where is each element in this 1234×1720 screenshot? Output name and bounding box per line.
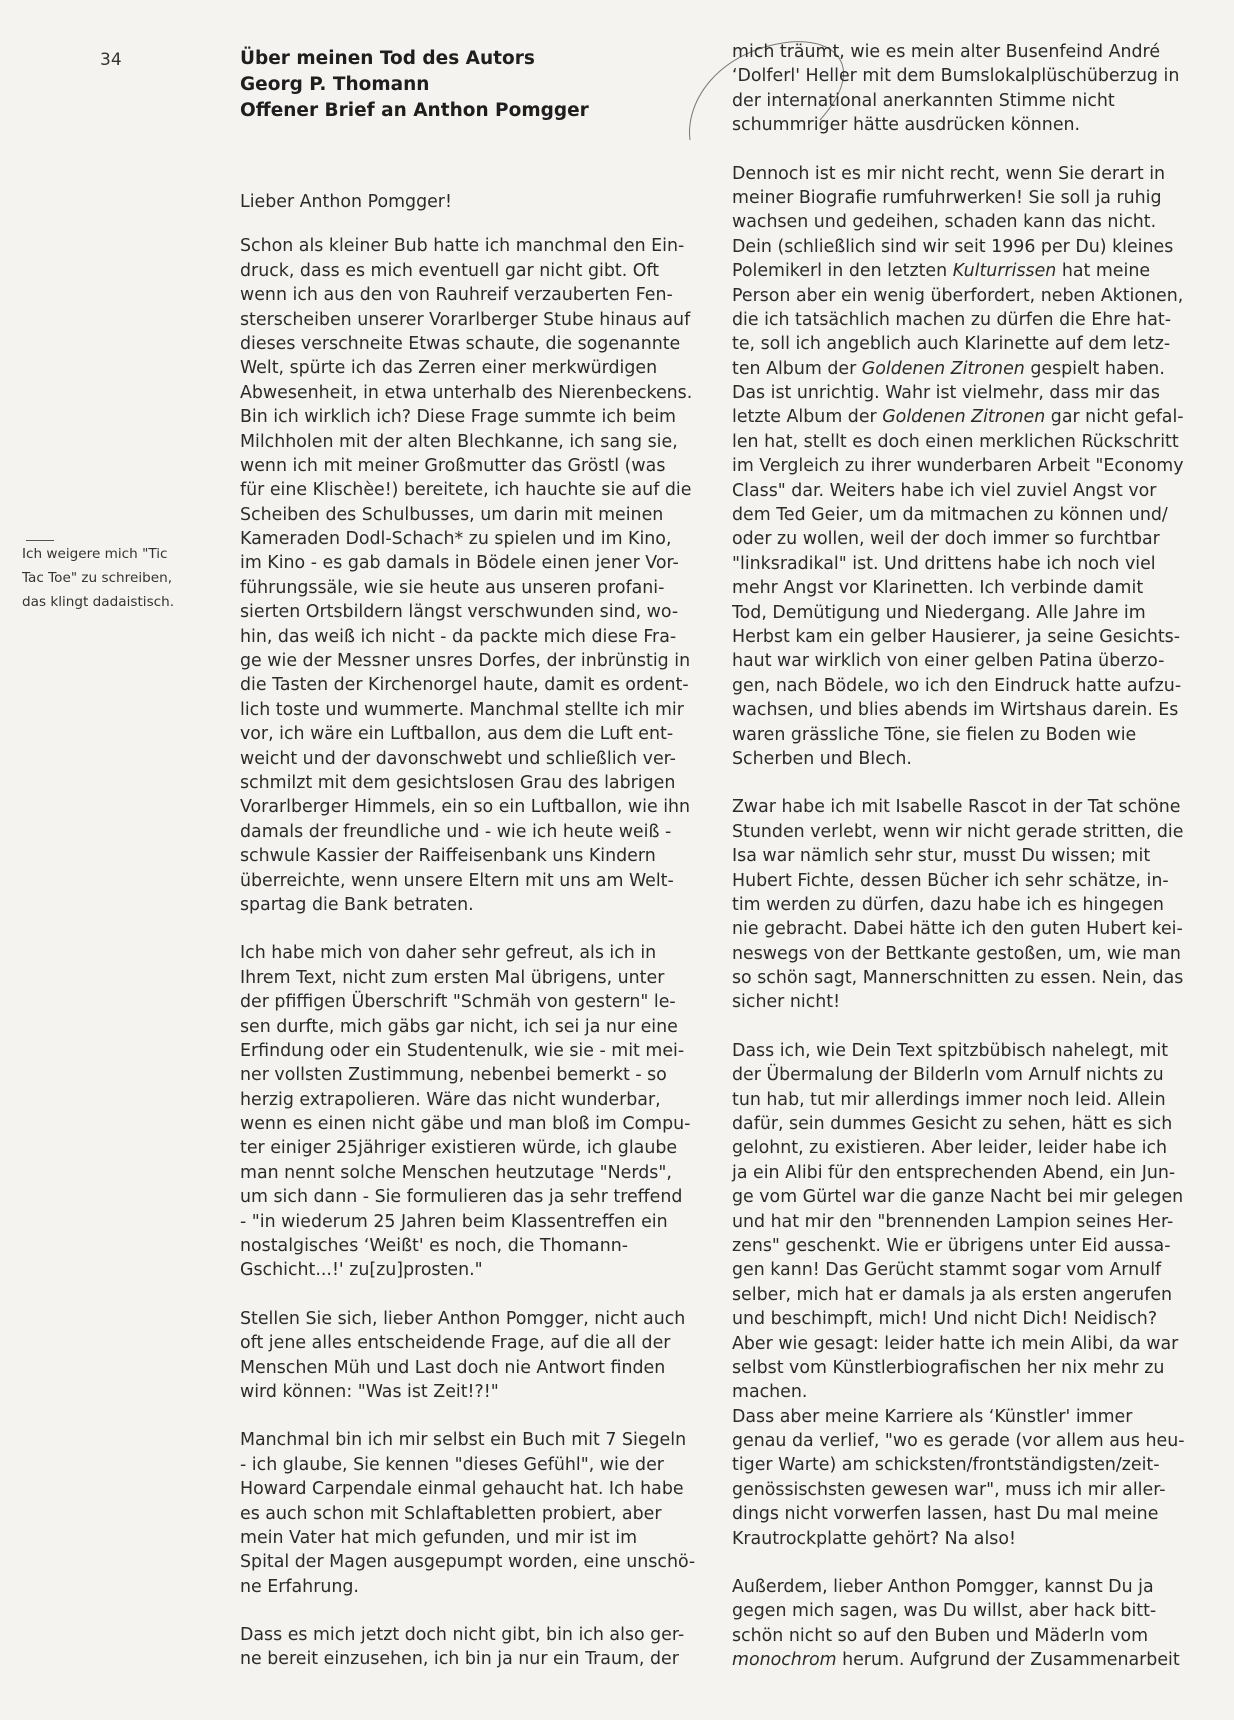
- text-line: druck, dass es mich eventuell gar nicht gibt. Oft: [240, 260, 660, 281]
- text-line: ner vollsten Zustimmung, nebenbei bemerkt - so: [240, 1065, 667, 1086]
- paragraph-r3: [732, 1039, 1208, 1551]
- text-line: [732, 357, 1208, 381]
- text-line: wird können: "Was ist Zeit!?!": [240, 1381, 499, 1402]
- text-line: Erfindung oder ein Studentenulk, wie sie - mit mei-: [240, 1040, 685, 1061]
- text-line: gen kann! Das Gerücht stammt sogar vom Arnulf: [732, 1260, 1162, 1281]
- text-line: wenn es einen nicht gäbe und man bloß im Compu-: [240, 1114, 691, 1135]
- text-line: Dass es mich jetzt doch nicht gibt, bin ich also ger-: [240, 1625, 685, 1646]
- text-line: schummriger hätte ausdrücken können.: [732, 115, 1081, 136]
- paragraph-4: [240, 1428, 716, 1599]
- text-line: mein Vater hat mich gefunden, und mir ist im: [240, 1527, 638, 1548]
- text-line: len hat, stellt es doch einen merklichen Rückschritt: [732, 431, 1179, 452]
- text-span: hat meine: [1056, 261, 1151, 282]
- text-line: so schön sagt, Mannerschnitten zu essen. Nein, das: [732, 968, 1184, 989]
- text-line: "linksradikal" ist. Und drittens habe ich noch viel: [732, 553, 1156, 574]
- text-line: tim werden zu dürfen, dazu habe ich es hingegen: [732, 894, 1164, 915]
- text-line: Gschicht...!' zu[zu]prosten.": [240, 1260, 483, 1281]
- text-line: und beschimpft, mich! Und nicht Dich! Neidisch?: [732, 1309, 1158, 1330]
- text-line: oft jene alles entscheidende Frage, auf die all der: [240, 1333, 671, 1354]
- text-line: dem Ted Geier, um da mitmachen zu können und/: [732, 505, 1168, 526]
- text-line: schön nicht so auf den Buben und Mäderln vom: [732, 1625, 1149, 1646]
- text-span: herum. Aufgrund der Zusammenarbeit: [836, 1650, 1180, 1671]
- marginal-footnote: [22, 542, 200, 614]
- left-column: [240, 190, 716, 1672]
- salutation: Lieber Anthon Pomgger!: [240, 192, 452, 212]
- text-span: gespielt haben.: [1024, 358, 1165, 379]
- paragraph-r4-lines: [732, 1575, 1208, 1648]
- text-line: - ich glaube, Sie kennen "dieses Gefühl", wie der: [240, 1454, 664, 1475]
- text-line: die ich tatsächlich machen zu dürfen die Ehre hat-: [732, 309, 1171, 330]
- text-line: damals der freundliche und - wie ich heute weiß -: [240, 821, 672, 842]
- text-line: genau da verlief, "wo es gerade (vor allem aus heu-: [732, 1431, 1185, 1452]
- footnote-line: das klingt dadaistisch.: [22, 594, 175, 610]
- paragraph-2: [240, 941, 716, 1282]
- text-line: wenn ich aus den von Rauhreif verzauberten Fen-: [240, 285, 673, 306]
- footnote-line: Ich weigere mich "Tic: [22, 546, 168, 562]
- paragraph-r1: [732, 162, 1208, 772]
- text-line: der pfiffigen Überschrift "Schmäh von gestern" le-: [240, 992, 676, 1013]
- text-line: spartag die Bank betraten.: [240, 894, 474, 915]
- band-name: Goldenen Zitronen: [861, 358, 1025, 379]
- text-line: Außerdem, lieber Anthon Pomgger, kannst Du ja: [732, 1577, 1154, 1598]
- text-line: Zwar habe ich mit Isabelle Rascot in der Tat schöne: [732, 797, 1181, 818]
- text-span: Polemikerl in den letzten: [732, 261, 953, 282]
- text-line: es auch schon mit Schlaftabletten probiert, aber: [240, 1503, 662, 1524]
- text-line: die Tasten der Kirchenorgel haute, damit es ordent-: [240, 675, 689, 696]
- text-line: ter einiger 25jähriger existieren würde, ich glaube: [240, 1138, 678, 1159]
- text-line: Vorarlberger Himmels, ein so ein Luftballon, wie ihn: [240, 797, 691, 818]
- text-line: ne bereit einzusehen, ich bin ja nur ein Traum, der: [240, 1649, 679, 1670]
- band-name: Goldenen Zitronen: [882, 407, 1046, 428]
- text-line: nie gebracht. Dabei hätte ich den guten Hubert kei-: [732, 919, 1183, 940]
- article-header: [240, 46, 660, 124]
- text-line: sicher nicht!: [732, 992, 841, 1013]
- text-line: zens" geschenkt. Wie er übrigens unter Eid aussa-: [732, 1235, 1171, 1256]
- right-column: [732, 40, 1208, 1673]
- text-line: wenn ich mit meiner Großmutter das Gröstl (was: [240, 455, 666, 476]
- text-line: waren grässliche Töne, sie fielen zu Boden wie: [732, 724, 1137, 745]
- article-title: Über meinen Tod des Autors: [240, 48, 535, 69]
- text-line: Ich habe mich von daher sehr gefreut, als ich in: [240, 943, 657, 964]
- text-line: vor, ich wäre ein Luftballon, aus dem die Luft ent-: [240, 724, 674, 745]
- text-line: für eine Klischèe!) bereitete, ich hauchte sie auf die: [240, 480, 692, 501]
- text-line: Ihrem Text, nicht zum ersten Mal übrigens, unter: [240, 967, 665, 988]
- text-line: Welt, spürte ich das Zerren einer merkwürdigen: [240, 358, 658, 379]
- text-line: Das ist unrichtig. Wahr ist vielmehr, dass mir das: [732, 383, 1160, 404]
- text-line: ja ein Alibi für den entsprechenden Abend, ein Jun-: [732, 1162, 1176, 1183]
- text-line: wachsen, und blies abends im Wirtshaus darein. Es: [732, 700, 1179, 721]
- magazine-name: monochrom: [732, 1650, 837, 1671]
- paragraph-5: [240, 1623, 716, 1672]
- text-line: haut war wirklich von einer gelben Patina überzo-: [732, 651, 1165, 672]
- text-line: [732, 1648, 1208, 1672]
- text-line: sierten Ortsbildern längst verschwunden sind, wo-: [240, 602, 679, 623]
- text-line: Stellen Sie sich, lieber Anthon Pomgger, nicht auch: [240, 1308, 686, 1329]
- text-line: Spital der Magen ausgepumpt worden, eine unschö-: [240, 1552, 696, 1573]
- text-line: schwule Kassier der Raiffeisenbank uns Kindern: [240, 846, 656, 867]
- text-line: dings nicht vorwerfen lassen, hast Du mal meine: [732, 1504, 1159, 1525]
- text-line: - "in wiederum 25 Jahren beim Klassentreffen ein: [240, 1211, 668, 1232]
- paragraph-r1-rest: [732, 430, 1208, 771]
- text-line: Krautrockplatte gehört? Na also!: [732, 1528, 1016, 1549]
- text-line: mich träumt, wie es mein alter Busenfeind André: [732, 42, 1161, 62]
- page-number: 34: [100, 50, 122, 70]
- text-line: Aber wie gesagt: leider hatte ich mein Alibi, da war: [732, 1333, 1179, 1354]
- text-line: der Übermalung der Bilderln vom Arnulf nichts zu: [732, 1065, 1164, 1086]
- paragraph-r4: [732, 1575, 1208, 1673]
- text-line: Hubert Fichte, dessen Bücher ich sehr schätze, in-: [732, 870, 1169, 891]
- text-line: Scheiben des Schulbusses, um darin mit meinen: [240, 504, 664, 525]
- text-span: ten Album der: [732, 358, 862, 379]
- text-line: der international anerkannten Stimme nicht: [732, 90, 1115, 111]
- paragraph-3: [240, 1307, 716, 1405]
- text-line: Class" dar. Weiters habe ich viel zuviel Angst vor: [732, 480, 1157, 501]
- paragraph-r2: [732, 795, 1208, 1015]
- text-line: Dass aber meine Karriere als ‘Künstler' immer: [732, 1406, 1133, 1427]
- text-line: machen.: [732, 1382, 808, 1403]
- text-line: selber, mich hat er damals ja als ersten angerufen: [732, 1284, 1173, 1305]
- text-line: tiger Warte) am schicksten/frontständigsten/zeit-: [732, 1455, 1160, 1476]
- text-line: lich toste und wummerte. Manchmal stellte ich mir: [240, 699, 684, 720]
- text-line: hin, das weiß ich nicht - da packte mich diese Fra-: [240, 626, 677, 647]
- text-line: Isa war nämlich sehr stur, musst Du wissen; mit: [732, 846, 1151, 867]
- text-line: Howard Carpendale einmal gehaucht hat. Ich habe: [240, 1479, 684, 1500]
- text-line: dafür, sein dummes Gesicht zu sehen, hätt es sich: [732, 1114, 1173, 1135]
- text-line: [732, 405, 1208, 429]
- text-line: Abwesenheit, in etwa unterhalb des Nierenbeckens.: [240, 382, 693, 403]
- text-line: oder zu wollen, weil der doch immer so furchtbar: [732, 529, 1160, 550]
- text-line: Manchmal bin ich mir selbst ein Buch mit 7 Siegeln: [240, 1430, 687, 1451]
- paragraph-continued: [732, 40, 1208, 138]
- text-line: im Vergleich zu ihrer wunderbaren Arbeit "Economy: [732, 456, 1184, 477]
- text-line: meiner Biografie rumfuhrwerken! Sie soll ja ruhig: [732, 187, 1162, 208]
- text-line: Bin ich wirklich ich? Diese Frage summte ich beim: [240, 407, 676, 428]
- footnote-line: Tac Toe" zu schreiben,: [22, 570, 173, 586]
- article-author: Georg P. Thomann: [240, 74, 430, 95]
- text-line: ne Erfahrung.: [240, 1576, 359, 1597]
- text-line: um sich dann - Sie formulieren das ja sehr treffend: [240, 1187, 683, 1208]
- text-line: Scherben und Blech.: [732, 748, 912, 769]
- text-line: herzig extrapolieren. Wäre das nicht wunderbar,: [240, 1089, 661, 1110]
- publication-title: Kulturrissen: [952, 261, 1057, 282]
- text-line: man nennt solche Menschen heutzutage "Nerds",: [240, 1162, 672, 1183]
- text-line: selbst vom Künstlerbiografischen her nix mehr zu: [732, 1357, 1165, 1378]
- text-line: Milchholen mit der alten Blechkanne, ich sang sie,: [240, 431, 678, 452]
- text-line: Tod, Demütigung und Niedergang. Alle Jahre im: [732, 602, 1146, 623]
- text-span: letzte Album der: [732, 407, 883, 428]
- text-line: nostalgisches ‘Weißt' es noch, die Thomann-: [240, 1236, 629, 1257]
- text-line: Person aber ein wenig überfordert, neben Aktionen,: [732, 285, 1184, 306]
- text-line: sterscheiben unserer Vorarlberger Stube hinaus auf: [240, 309, 691, 330]
- text-line: Kameraden Dodl-Schach* zu spielen und im Kino,: [240, 529, 672, 550]
- text-line: Stunden verlebt, wenn wir nicht gerade stritten, die: [732, 821, 1184, 842]
- text-line: Menschen Müh und Last doch nie Antwort finden: [240, 1357, 666, 1378]
- text-line: im Kino - es gab damals in Bödele einen jener Vor-: [240, 553, 679, 574]
- text-line: gen, nach Bödele, wo ich den Eindruck hatte aufzu-: [732, 675, 1182, 696]
- text-line: Dass ich, wie Dein Text spitzbübisch nahelegt, mit: [732, 1040, 1169, 1061]
- text-line: weicht und der davonschwebt und schließlich ver-: [240, 748, 676, 769]
- article-subtitle: Offener Brief an Anthon Pomgger: [240, 100, 589, 121]
- text-line: Dein (schließlich sind wir seit 1996 per Du) kleines: [732, 236, 1174, 257]
- text-line: und hat mir den "brennenden Lampion seines Her-: [732, 1211, 1174, 1232]
- text-line: gegen mich sagen, was Du willst, aber hack bitt-: [732, 1601, 1157, 1622]
- text-line: gelohnt, zu existieren. Aber leider, leider habe ich: [732, 1138, 1168, 1159]
- text-line: schmilzt mit dem gesichtslosen Grau des labrigen: [240, 772, 676, 793]
- text-line: führungssäle, wie sie heute aus unseren profani-: [240, 577, 665, 598]
- text-line: genössischsten gewesen war", muss ich mir aller-: [732, 1479, 1166, 1500]
- text-line: neswegs von der Bettkante gestoßen, um, wie man: [732, 943, 1181, 964]
- text-line: wachsen und gedeihen, schaden kann das nicht.: [732, 212, 1157, 233]
- text-line: [732, 259, 1208, 283]
- text-line: mehr Angst vor Klarinetten. Ich verbinde damit: [732, 578, 1144, 599]
- text-line: te, soll ich angeblich auch Klarinette auf dem letz-: [732, 334, 1171, 355]
- text-line: ‘Dolferl' Heller mit dem Bumslokalplüschüberzug in: [732, 66, 1180, 87]
- text-line: ge vom Gürtel war die ganze Nacht bei mir gelegen: [732, 1187, 1184, 1208]
- text-line: Dennoch ist es mir nicht recht, wenn Sie derart in: [732, 163, 1166, 184]
- text-line: dieses verschneite Etwas schaute, die sogenannte: [240, 333, 681, 354]
- text-line: tun hab, tut mir allerdings immer noch leid. Allein: [732, 1089, 1166, 1110]
- text-line: Herbst kam ein gelber Hausierer, ja seine Gesichts-: [732, 626, 1181, 647]
- text-line: überreichte, wenn unsere Eltern mit uns am Welt-: [240, 870, 674, 891]
- text-span: gar nicht gefal-: [1045, 407, 1184, 428]
- footnote-rule: [26, 540, 54, 541]
- text-line: sen durfte, mich gäbs gar nicht, ich sei ja nur eine: [240, 1016, 678, 1037]
- text-line: Schon als kleiner Bub hatte ich manchmal den Ein-: [240, 236, 685, 257]
- text-line: ge wie der Messner unsres Dorfes, der inbrünstig in: [240, 651, 691, 672]
- paragraph-1: [240, 234, 716, 917]
